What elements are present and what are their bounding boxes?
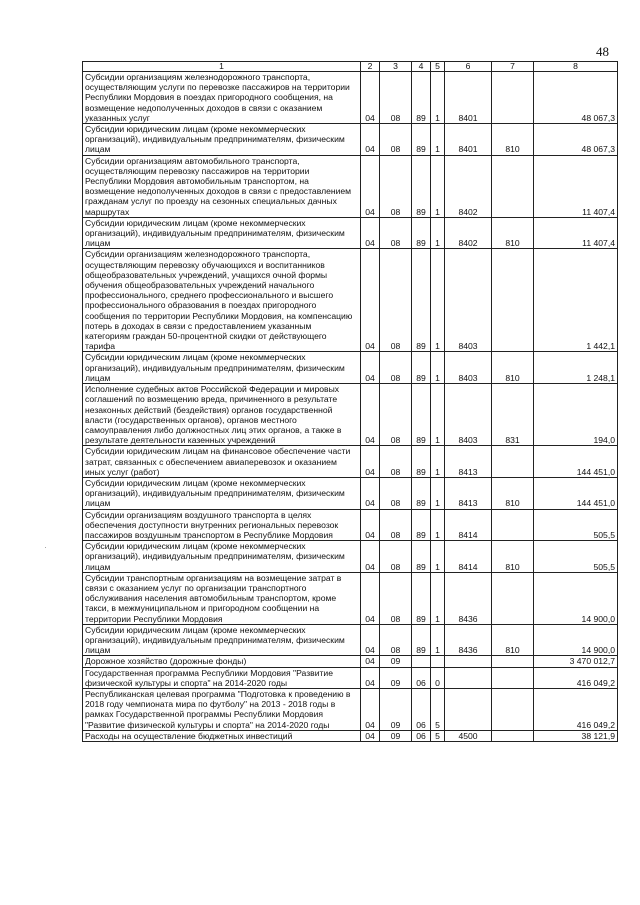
row-code: 1 [431, 624, 445, 656]
row-code: 8401 [445, 124, 492, 156]
header-cell: 1 [83, 62, 361, 72]
table-row [83, 688, 618, 730]
row-code: 08 [380, 352, 412, 384]
row-code: 89 [412, 72, 431, 124]
row-code [492, 656, 534, 667]
row-amount: 416 049,2 [534, 667, 618, 688]
table-row [83, 217, 618, 249]
row-amount: 416 049,2 [534, 688, 618, 730]
row-description: Субсидии организациям воздушного транспорта в целях обеспечения доступности внутренних региональных перевозок пассажиров воздушным транспортом в Республике Мордовия [83, 509, 361, 541]
row-description: Субсидии юридическим лицам (кроме некоммерческих организаций), индивидуальным предпринимателям, физическим лицам [83, 217, 361, 249]
row-description: Государственная программа Республики Мордовия "Развитие физической культуры и спорта" на 2014-2020 годы [83, 667, 361, 688]
row-description: Субсидии юридическим лицам (кроме некоммерческих организаций), индивидуальным предпринимателям, физическим лицам [83, 477, 361, 509]
row-code: 1 [431, 352, 445, 384]
row-code: 04 [361, 477, 380, 509]
row-code: 04 [361, 730, 380, 741]
row-code: 8414 [445, 509, 492, 541]
row-code: 0 [431, 667, 445, 688]
row-code: 1 [431, 217, 445, 249]
row-code: 1 [431, 509, 445, 541]
row-code: 8403 [445, 352, 492, 384]
row-description: Субсидии юридическим лицам (кроме некоммерческих организаций), индивидуальным предпринимателям, физическим лицам [83, 624, 361, 656]
table-row [83, 155, 618, 217]
row-code [492, 688, 534, 730]
table-row [83, 352, 618, 384]
header-cell: 5 [431, 62, 445, 72]
row-code: 08 [380, 572, 412, 624]
row-amount: 48 067,3 [534, 72, 618, 124]
row-code: 04 [361, 72, 380, 124]
row-description: Субсидии юридическим лицам (кроме некоммерческих организаций), индивидуальным предпринимателям, физическим лицам [83, 352, 361, 384]
row-code: 04 [361, 572, 380, 624]
row-code [431, 656, 445, 667]
row-amount: 505,5 [534, 541, 618, 573]
budget-table [82, 61, 618, 742]
row-amount: 11 407,4 [534, 155, 618, 217]
row-code: 810 [492, 124, 534, 156]
row-code: 810 [492, 624, 534, 656]
table-row [83, 624, 618, 656]
row-code: 8436 [445, 572, 492, 624]
table-row [83, 249, 618, 352]
row-code: 1 [431, 249, 445, 352]
row-code: 89 [412, 509, 431, 541]
table-row [83, 446, 618, 478]
row-amount: 1 248,1 [534, 352, 618, 384]
row-amount: 194,0 [534, 384, 618, 446]
row-code: 08 [380, 249, 412, 352]
row-code: 04 [361, 384, 380, 446]
row-description: Субсидии организациям автомобильного транспорта, осуществляющим перевозку пассажиров на территории Республики Мордовия автомобильным транспортом, на возмещение недополученных доходов в связи с предоставлением гражданам услуг по проезду на сезонных специальных дачных маршрутах [83, 155, 361, 217]
row-code: 1 [431, 477, 445, 509]
row-code: 89 [412, 217, 431, 249]
table-row [83, 509, 618, 541]
row-amount: 38 121,9 [534, 730, 618, 741]
row-description: Субсидии организациям железнодорожного транспорта, осуществляющим услуги по перевозке пассажиров на территории Республики Мордовия в поездах пригородного сообщения, на возмещение недополученных доходов в связи с оказанием указанных услуг [83, 72, 361, 124]
row-code: 04 [361, 656, 380, 667]
row-code: 04 [361, 667, 380, 688]
row-code: 04 [361, 509, 380, 541]
header-cell: 4 [412, 62, 431, 72]
row-code: 89 [412, 124, 431, 156]
row-amount: 144 451,0 [534, 477, 618, 509]
row-code: 89 [412, 624, 431, 656]
row-code: 04 [361, 249, 380, 352]
row-code: 8402 [445, 155, 492, 217]
row-code: 1 [431, 72, 445, 124]
row-code: 04 [361, 688, 380, 730]
row-code: 810 [492, 217, 534, 249]
row-code: 8436 [445, 624, 492, 656]
table-row [83, 667, 618, 688]
row-code: 89 [412, 572, 431, 624]
scan-mark: · [44, 542, 47, 552]
table-row [83, 477, 618, 509]
header-row [83, 62, 618, 72]
row-code: 04 [361, 217, 380, 249]
row-code: 8401 [445, 72, 492, 124]
row-code: 1 [431, 572, 445, 624]
row-code: 810 [492, 352, 534, 384]
row-code [492, 249, 534, 352]
row-code [445, 667, 492, 688]
row-description: Субсидии организациям железнодорожного транспорта, осуществляющим перевозку обучающихся и воспитанников общеобразовательных учреждений, учащихся очной формы обучения общеобразовательных учреждений начального профессионального, среднего профессионального и высшего профессионального образования в поездах пригородного сообщения по территории Республики Мордовия, на компенсацию потерь в доходах в связи с предоставлением указанным категориям граждан 50-процентной скидки от действующего тарифа [83, 249, 361, 352]
row-code: 4500 [445, 730, 492, 741]
row-description: Субсидии транспортным организациям на возмещение затрат в связи с оказанием услуг по организации транспортного обслуживания населения автомобильным транспортом, кроме такси, в межмуниципальном и пригородном сообщении на территории Республики Мордовия [83, 572, 361, 624]
row-code: 1 [431, 384, 445, 446]
row-code [445, 688, 492, 730]
row-description: Республиканская целевая программа "Подготовка к проведению в 2018 году чемпионата мира по футболу" на 2013 - 2018 годы в рамках Государственной программы Республики Мордовия "Развитие физической культуры и спорта" на 2014-2020 годы [83, 688, 361, 730]
row-code: 06 [412, 667, 431, 688]
row-code: 89 [412, 352, 431, 384]
table-row [83, 384, 618, 446]
row-amount: 3 470 012,7 [534, 656, 618, 667]
row-amount: 1 442,1 [534, 249, 618, 352]
row-code [492, 572, 534, 624]
row-code [492, 730, 534, 741]
header-cell: 8 [534, 62, 618, 72]
row-code: 89 [412, 155, 431, 217]
row-code: 08 [380, 217, 412, 249]
row-code [492, 72, 534, 124]
row-description: Субсидии юридическим лицам (кроме некоммерческих организаций), индивидуальным предпринимателям, физическим лицам [83, 541, 361, 573]
row-description: Расходы на осуществление бюджетных инвестиций [83, 730, 361, 741]
row-code: 1 [431, 446, 445, 478]
row-amount: 144 451,0 [534, 446, 618, 478]
row-code: 1 [431, 541, 445, 573]
table-row [83, 656, 618, 667]
row-description: Субсидии юридическим лицам (кроме некоммерческих организаций), индивидуальным предпринимателям, физическим лицам [83, 124, 361, 156]
row-code: 831 [492, 384, 534, 446]
row-code: 5 [431, 688, 445, 730]
row-code: 08 [380, 384, 412, 446]
row-code: 09 [380, 688, 412, 730]
row-code: 06 [412, 730, 431, 741]
row-code: 04 [361, 124, 380, 156]
row-code: 08 [380, 124, 412, 156]
row-code: 8403 [445, 384, 492, 446]
header-cell: 7 [492, 62, 534, 72]
row-code: 08 [380, 509, 412, 541]
row-code: 04 [361, 541, 380, 573]
row-description: Исполнение судебных актов Российской Федерации и мировых соглашений по возмещению вреда, причиненного в результате незаконных действий (бездействия) органов государственной власти (государственных органов), органов местного самоуправления либо должностных лиц этих органов, а также в результате деятельности казенных учреждений [83, 384, 361, 446]
row-code: 08 [380, 446, 412, 478]
row-code: 89 [412, 384, 431, 446]
row-code: 06 [412, 688, 431, 730]
row-code: 08 [380, 541, 412, 573]
row-amount: 48 067,3 [534, 124, 618, 156]
row-code: 1 [431, 155, 445, 217]
row-code: 08 [380, 155, 412, 217]
row-code: 04 [361, 155, 380, 217]
row-code: 8414 [445, 541, 492, 573]
row-code: 8403 [445, 249, 492, 352]
row-code: 8413 [445, 477, 492, 509]
row-code: 8402 [445, 217, 492, 249]
row-code: 89 [412, 477, 431, 509]
row-amount: 14 900,0 [534, 572, 618, 624]
row-description: Субсидии юридическим лицам на финансовое обеспечение части затрат, связанных с обеспечением авиаперевозок и оказанием иных услуг (работ) [83, 446, 361, 478]
table-row [83, 541, 618, 573]
row-code: 89 [412, 446, 431, 478]
row-code: 04 [361, 446, 380, 478]
row-description: Дорожное хозяйство (дорожные фонды) [83, 656, 361, 667]
row-code: 810 [492, 477, 534, 509]
row-code: 04 [361, 352, 380, 384]
page-number: 48 [596, 44, 609, 59]
row-amount: 11 407,4 [534, 217, 618, 249]
row-code: 08 [380, 477, 412, 509]
row-code: 89 [412, 249, 431, 352]
row-code [445, 656, 492, 667]
header-cell: 3 [380, 62, 412, 72]
header-cell: 2 [361, 62, 380, 72]
table-row [83, 124, 618, 156]
row-code: 09 [380, 667, 412, 688]
table-row [83, 72, 618, 124]
row-code: 08 [380, 624, 412, 656]
row-code: 5 [431, 730, 445, 741]
row-amount: 505,5 [534, 509, 618, 541]
row-code [492, 509, 534, 541]
row-code: 09 [380, 730, 412, 741]
row-code: 09 [380, 656, 412, 667]
row-code: 8413 [445, 446, 492, 478]
row-code [492, 667, 534, 688]
table-row [83, 730, 618, 741]
row-amount: 14 900,0 [534, 624, 618, 656]
row-code: 08 [380, 72, 412, 124]
row-code: 04 [361, 624, 380, 656]
row-code [492, 155, 534, 217]
row-code [412, 656, 431, 667]
row-code: 89 [412, 541, 431, 573]
row-code: 810 [492, 541, 534, 573]
header-cell: 6 [445, 62, 492, 72]
row-code: 1 [431, 124, 445, 156]
table-row [83, 572, 618, 624]
row-code [492, 446, 534, 478]
